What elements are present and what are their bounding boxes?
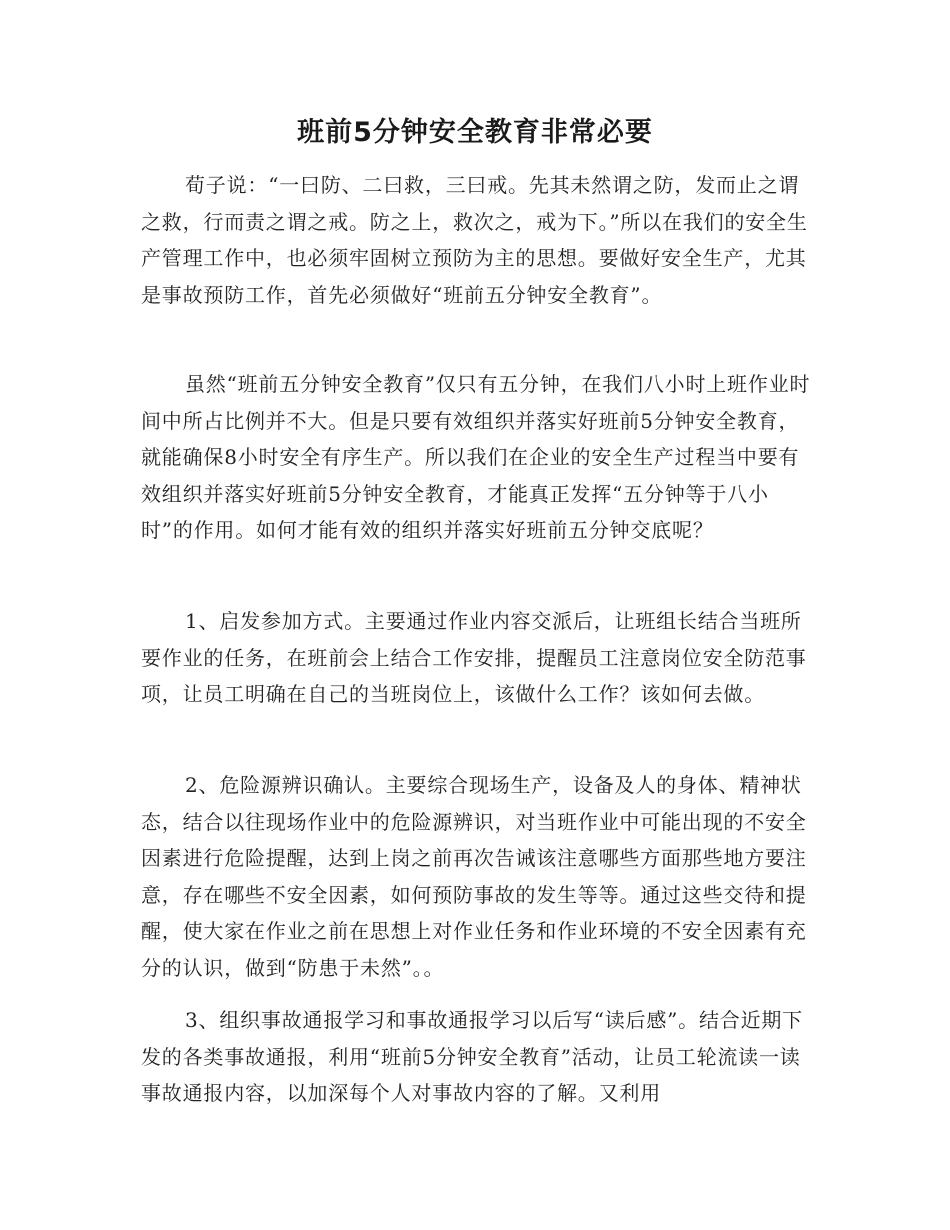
paragraph-importance: 虽然“班前五分钟安全教育”仅只有五分钟，在我们八小时上班作业时间中所占比例并不大。但是只要有效组织并落实好班前5分钟安全教育，就能确保8小时安全有序生产。所以我们在企业的安全生产过程当中要有效组织并落实好班前5分钟安全教育，才能真正发挥“五分钟等于八小时”的作用。如何才能有效的组织并落实好班前五分钟交底呢？: [141, 372, 811, 542]
paragraph-intro: 荀子说：“一曰防、二曰救，三曰戒。先其未然谓之防，发而止之谓之救，行而责之谓之戒。防之上，救次之，戒为下。”所以在我们的安全生产管理工作中，也必须牢固树立预防为主的思想。要做好安全生产，尤其是事故预防工作，首先必须做好“班前五分钟安全教育”。: [141, 173, 808, 307]
paragraph-point-1: 1、启发参加方式。主要通过作业内容交派后，让班组长结合当班所要作业的任务，在班前会上结合工作安排，提醒员工注意岗位安全防范事项，让员工明确在自己的当班岗位上，该做什么工作？该如何去做。: [141, 609, 807, 706]
paragraph-point-3: 3、组织事故通报学习和事故通报学习以后写“读后感”。结合近期下发的各类事故通报，利用“班前5分钟安全教育”活动，让员工轮流读一读事故通报内容，以加深每个人对事故内容的了解。又利用: [141, 1008, 803, 1105]
paragraph-point-2: 2、危险源辨识确认。主要综合现场生产，设备及人的身体、精神状态，结合以往现场作业中的危险源辨识，对当班作业中可能出现的不安全因素进行危险提醒，达到上岗之前再次告诫该注意哪些方面那些地方要注意，存在哪些不安全因素，如何预防事故的发生等等。通过这些交待和提醒，使大家在作业之前在思想上对作业任务和作业环境的不安全因素有充分的认识，做到“防患于未然”。。: [141, 773, 807, 980]
document-title: 班前5分钟安全教育非常必要: [297, 117, 653, 148]
